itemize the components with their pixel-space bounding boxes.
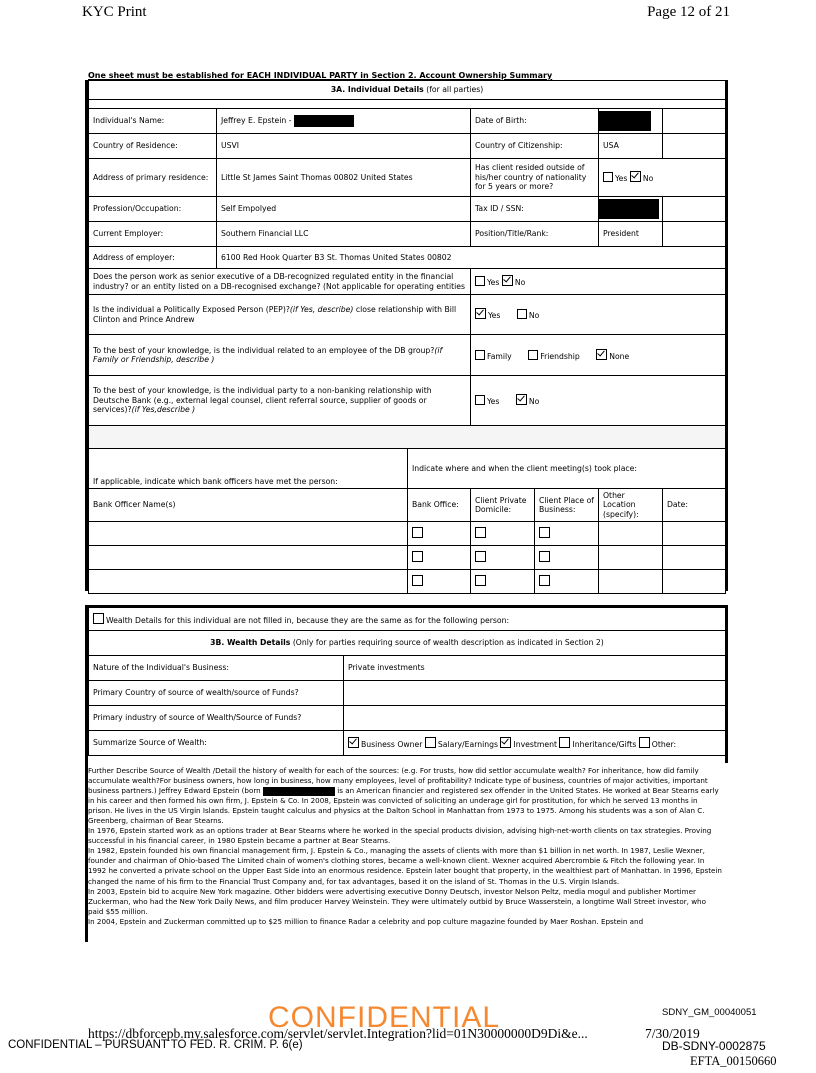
empty-cell (663, 109, 726, 134)
non-banking-answer: Yes No (471, 376, 726, 426)
business-nature-value: Private investments (344, 656, 726, 681)
business-checkbox[interactable] (539, 575, 550, 586)
bank-office-cell (408, 546, 471, 570)
tax-id-value (599, 197, 663, 222)
pep-answer: Yes No (471, 295, 726, 335)
bank-office-checkbox[interactable] (412, 575, 423, 586)
business-checkbox[interactable] (539, 551, 550, 562)
yes-checkbox[interactable] (475, 395, 485, 405)
description-paragraph: In 1976, Epstein started work as an options trader at Bear Stearns where he worked in the special products division, advising high-net-worth clients on tax strategies. Proving successful in his financial career, in 1980 Epstein became a partner at Bear Stearns. (88, 826, 712, 846)
domicile-cell (471, 546, 535, 570)
domicile-checkbox[interactable] (475, 575, 486, 586)
business-checkbox[interactable] (539, 527, 550, 538)
table-row (89, 522, 726, 546)
business-cell (535, 546, 599, 570)
section-3b-title: 3B. Wealth Details (Only for parties requiring source of wealth description as indicated in Section 2) (89, 631, 726, 656)
no-checkbox[interactable] (517, 309, 527, 319)
resided-outside-question: Has client resided outside of his/her country of nationality for 5 years or more? (471, 159, 599, 197)
other-checkbox[interactable] (639, 737, 650, 748)
redaction-box (263, 787, 335, 796)
tax-id-label: Tax ID / SSN: (471, 197, 599, 222)
spacer-row (89, 100, 726, 109)
bank-officers-question: If applicable, indicate which bank officers have met the person: (89, 449, 408, 489)
profession-label: Profession/Occupation: (89, 197, 217, 222)
col-client-domicile: Client Private Domicile: (471, 489, 535, 522)
position-value: President (599, 222, 663, 247)
section-3a-title: 3A. Individual Details (for all parties) (89, 81, 726, 100)
bank-office-checkbox[interactable] (412, 551, 423, 562)
residence-value: USVI (217, 134, 471, 159)
address-label: Address of primary residence: (89, 159, 217, 197)
dob-label: Date of Birth: (471, 109, 599, 134)
wealth-industry-label: Primary industry of source of Wealth/Source of Funds? (89, 706, 344, 731)
bank-office-cell (408, 522, 471, 546)
empty-cell (663, 134, 726, 159)
empty-cell (663, 197, 726, 222)
none-checkbox-checked[interactable] (596, 349, 607, 360)
same-as-checkbox[interactable] (93, 613, 104, 624)
print-header-title: KYC Print (82, 4, 147, 20)
date-field[interactable] (663, 522, 726, 546)
officer-name-field[interactable] (89, 570, 408, 594)
db-relation-answer: Family Friendship None (471, 335, 726, 376)
redaction-box (599, 111, 651, 131)
citizenship-label: Country of Citizenship: (471, 134, 599, 159)
bates-number-db: DB-SDNY-0002875 (662, 1039, 766, 1053)
address-value: Little St James Saint Thomas 00802 United States (217, 159, 471, 197)
domicile-cell (471, 522, 535, 546)
section-instruction: One sheet must be established for EACH INDIVIDUAL PARTY in Section 2. Account Ownership Summary (88, 71, 553, 80)
print-date: 7/30/2019 (645, 1026, 700, 1041)
table-row (89, 546, 726, 570)
individual-details-table (88, 80, 726, 594)
other-location-field[interactable] (599, 522, 663, 546)
other-location-field[interactable] (599, 546, 663, 570)
wealth-description (88, 766, 723, 927)
empty-cell (663, 222, 726, 247)
wealth-industry-value (344, 706, 726, 731)
spacer-row (89, 426, 726, 449)
senior-executive-answer: Yes No (471, 269, 726, 295)
friendship-checkbox[interactable] (528, 350, 538, 360)
pep-question: Is the individual a Politically Exposed Person (PEP)?(if Yes, describe) close relationship with Bill Clinton and Prince Andrew (89, 295, 471, 335)
employer-address-value: 6100 Red Hook Quarter B3 St. Thomas United States 00802 (217, 247, 726, 269)
efta-number: EFTA_00150660 (690, 1054, 777, 1068)
page-url: https://dbforcepb.my.salesforce.com/servlet/servlet.Integration?lid=01N30000000D9Di&e... (88, 1026, 588, 1041)
col-other-location: Other Location (specify): (599, 489, 663, 522)
date-field[interactable] (663, 570, 726, 594)
inheritance-checkbox[interactable] (559, 737, 570, 748)
page-number: Page 12 of 21 (647, 4, 730, 20)
db-relation-question: To the best of your knowledge, is the individual related to an employee of the DB group?(if Family or Friendship, describe ) (89, 335, 471, 376)
position-label: Position/Title/Rank: (471, 222, 599, 247)
same-as-row: Wealth Details for this individual are not filled in, because they are the same as for the following person: (89, 608, 726, 631)
profession-value: Self Empolyed (217, 197, 471, 222)
business-nature-label: Nature of the Individual's Business: (89, 656, 344, 681)
meeting-location-question: Indicate where and when the client meeting(s) took place: (408, 449, 726, 489)
no-checkbox-checked[interactable] (516, 394, 527, 405)
citizenship-value: USA (599, 134, 663, 159)
non-banking-question: To the best of your knowledge, is the individual party to a non-banking relationship with Deutsche Bank (e.g., external legal counsel, client referral source, supplier of goods or services)?(if Yes,describe ) (89, 376, 471, 426)
description-paragraph: In 2004, Epstein and Zuckerman committed up to $25 million to finance Radar a celebrity and pop culture magazine founded by Maer Roshan. Epstein and (88, 916, 644, 926)
yes-checkbox[interactable] (603, 172, 613, 182)
employer-value: Southern Financial LLC (217, 222, 471, 247)
officer-name-field[interactable] (89, 546, 408, 570)
employer-label: Current Employer: (89, 222, 217, 247)
domicile-checkbox[interactable] (475, 527, 486, 538)
col-client-business: Client Place of Business: (535, 489, 599, 522)
confidentiality-notice: CONFIDENTIAL – PURSUANT TO FED. R. CRIM. P. 6(e) (8, 1039, 303, 1051)
other-location-field[interactable] (599, 570, 663, 594)
description-paragraph: Further Describe Source of Wealth /Detail the history of wealth for each of the sources: (e.g. For trusts, how did settlor accumulate wealth? For inheritance, how did family accumulate wealth?For business owners, how long in business, how many employees, level of profitability? Indicate type of business, countries of major activities, important business partners.) Jeffrey Edward Epstein (born is an American financier and registered sex offender in the United States. He worked at Bear Stearns early in his career and then formed his own firm, J. Epstein & Co. In 2008, Epstein was convicted of soliciting an underage girl for prostitution, for which he served 13 months in prison. He lives in the US Virgin Islands. Epstein taught calculus and physics at the Dalton School in Manhattan from 1973 to 1975. Among his students was a son of Alan C. Greenberg, chairman of Bear Stearns. (88, 766, 719, 826)
description-paragraph: In 1982, Epstein founded his own financial management firm, J. Epstein & Co., managing the assets of clients with more than $1 billion in net worth. In 1987, Leslie Wexner, founder and chairman of Ohio-based The Limited chain of women's clothing stores, became a well-known client. Wexner acquired Abercrombie & Fitch the following year. In 1992 he converted a private school on the Upper East Side into an enormous residence. Epstein later bought that property, in the wealthiest part of Manhattan. In 1996, Epstein changed the name of his firm to the Financial Trust Company and, for tax advantages, based it on the island of St. Thomas in the U.S. Virgin Islands. (88, 846, 722, 886)
name-label: Individual's Name: (89, 109, 217, 134)
investment-checkbox-checked[interactable] (500, 737, 511, 748)
wealth-details-table (88, 607, 726, 756)
table-row (89, 570, 726, 594)
bates-number-sdny: SDNY_GM_00040051 (662, 1007, 757, 1018)
wealth-country-value (344, 681, 726, 706)
business-cell (535, 570, 599, 594)
senior-executive-question: Does the person work as senior executive of a DB-recognized regulated entity in the financial industry? or an entity listed on a DB-recognised exchange? (Not applicable for operating entities (89, 269, 471, 295)
domicile-cell (471, 570, 535, 594)
wealth-summary-options: Business Owner Salary/Earnings Investment Inheritance/Gifts Other: (344, 731, 726, 756)
wealth-summary-label: Summarize Source of Wealth: (89, 731, 344, 756)
bank-office-cell (408, 570, 471, 594)
yes-checkbox[interactable] (475, 276, 485, 286)
col-bank-office: Bank Office: (408, 489, 471, 522)
redaction-box (294, 115, 354, 127)
wealth-country-label: Primary Country of source of wealth/source of Funds? (89, 681, 344, 706)
description-paragraph: In 2003, Epstein bid to acquire New York magazine. Other bidders were advertising executive Donny Deutsch, investor Nelson Peltz, media mogul and publisher Mortimer Zuckerman, who had the New York Daily News, and film producer Harvey Weinstein. They were ultimately outbid by Bruce Wasserstein, a longtime Wall Street investor, who paid $55 million. (88, 886, 706, 916)
residence-label: Country of Residence: (89, 134, 217, 159)
date-field[interactable] (663, 546, 726, 570)
col-date: Date: (663, 489, 726, 522)
employer-address-label: Address of employer: (89, 247, 217, 269)
domicile-checkbox[interactable] (475, 551, 486, 562)
redaction-box (599, 199, 659, 219)
bank-office-checkbox[interactable] (412, 527, 423, 538)
business-owner-checkbox-checked[interactable] (348, 737, 359, 748)
no-checkbox-checked[interactable] (502, 275, 513, 286)
col-bank-officer: Bank Officer Name(s) (89, 489, 408, 522)
name-value: Jeffrey E. Epstein - (217, 109, 471, 134)
no-checkbox-checked[interactable] (630, 171, 641, 182)
resided-outside-answer: Yes No (599, 159, 726, 197)
salary-checkbox[interactable] (425, 737, 436, 748)
family-checkbox[interactable] (475, 350, 485, 360)
confidential-stamp: CONFIDENTIAL (268, 1001, 501, 1034)
dob-value (599, 109, 663, 134)
yes-checkbox-checked[interactable] (475, 308, 486, 319)
officer-name-field[interactable] (89, 522, 408, 546)
business-cell (535, 522, 599, 546)
